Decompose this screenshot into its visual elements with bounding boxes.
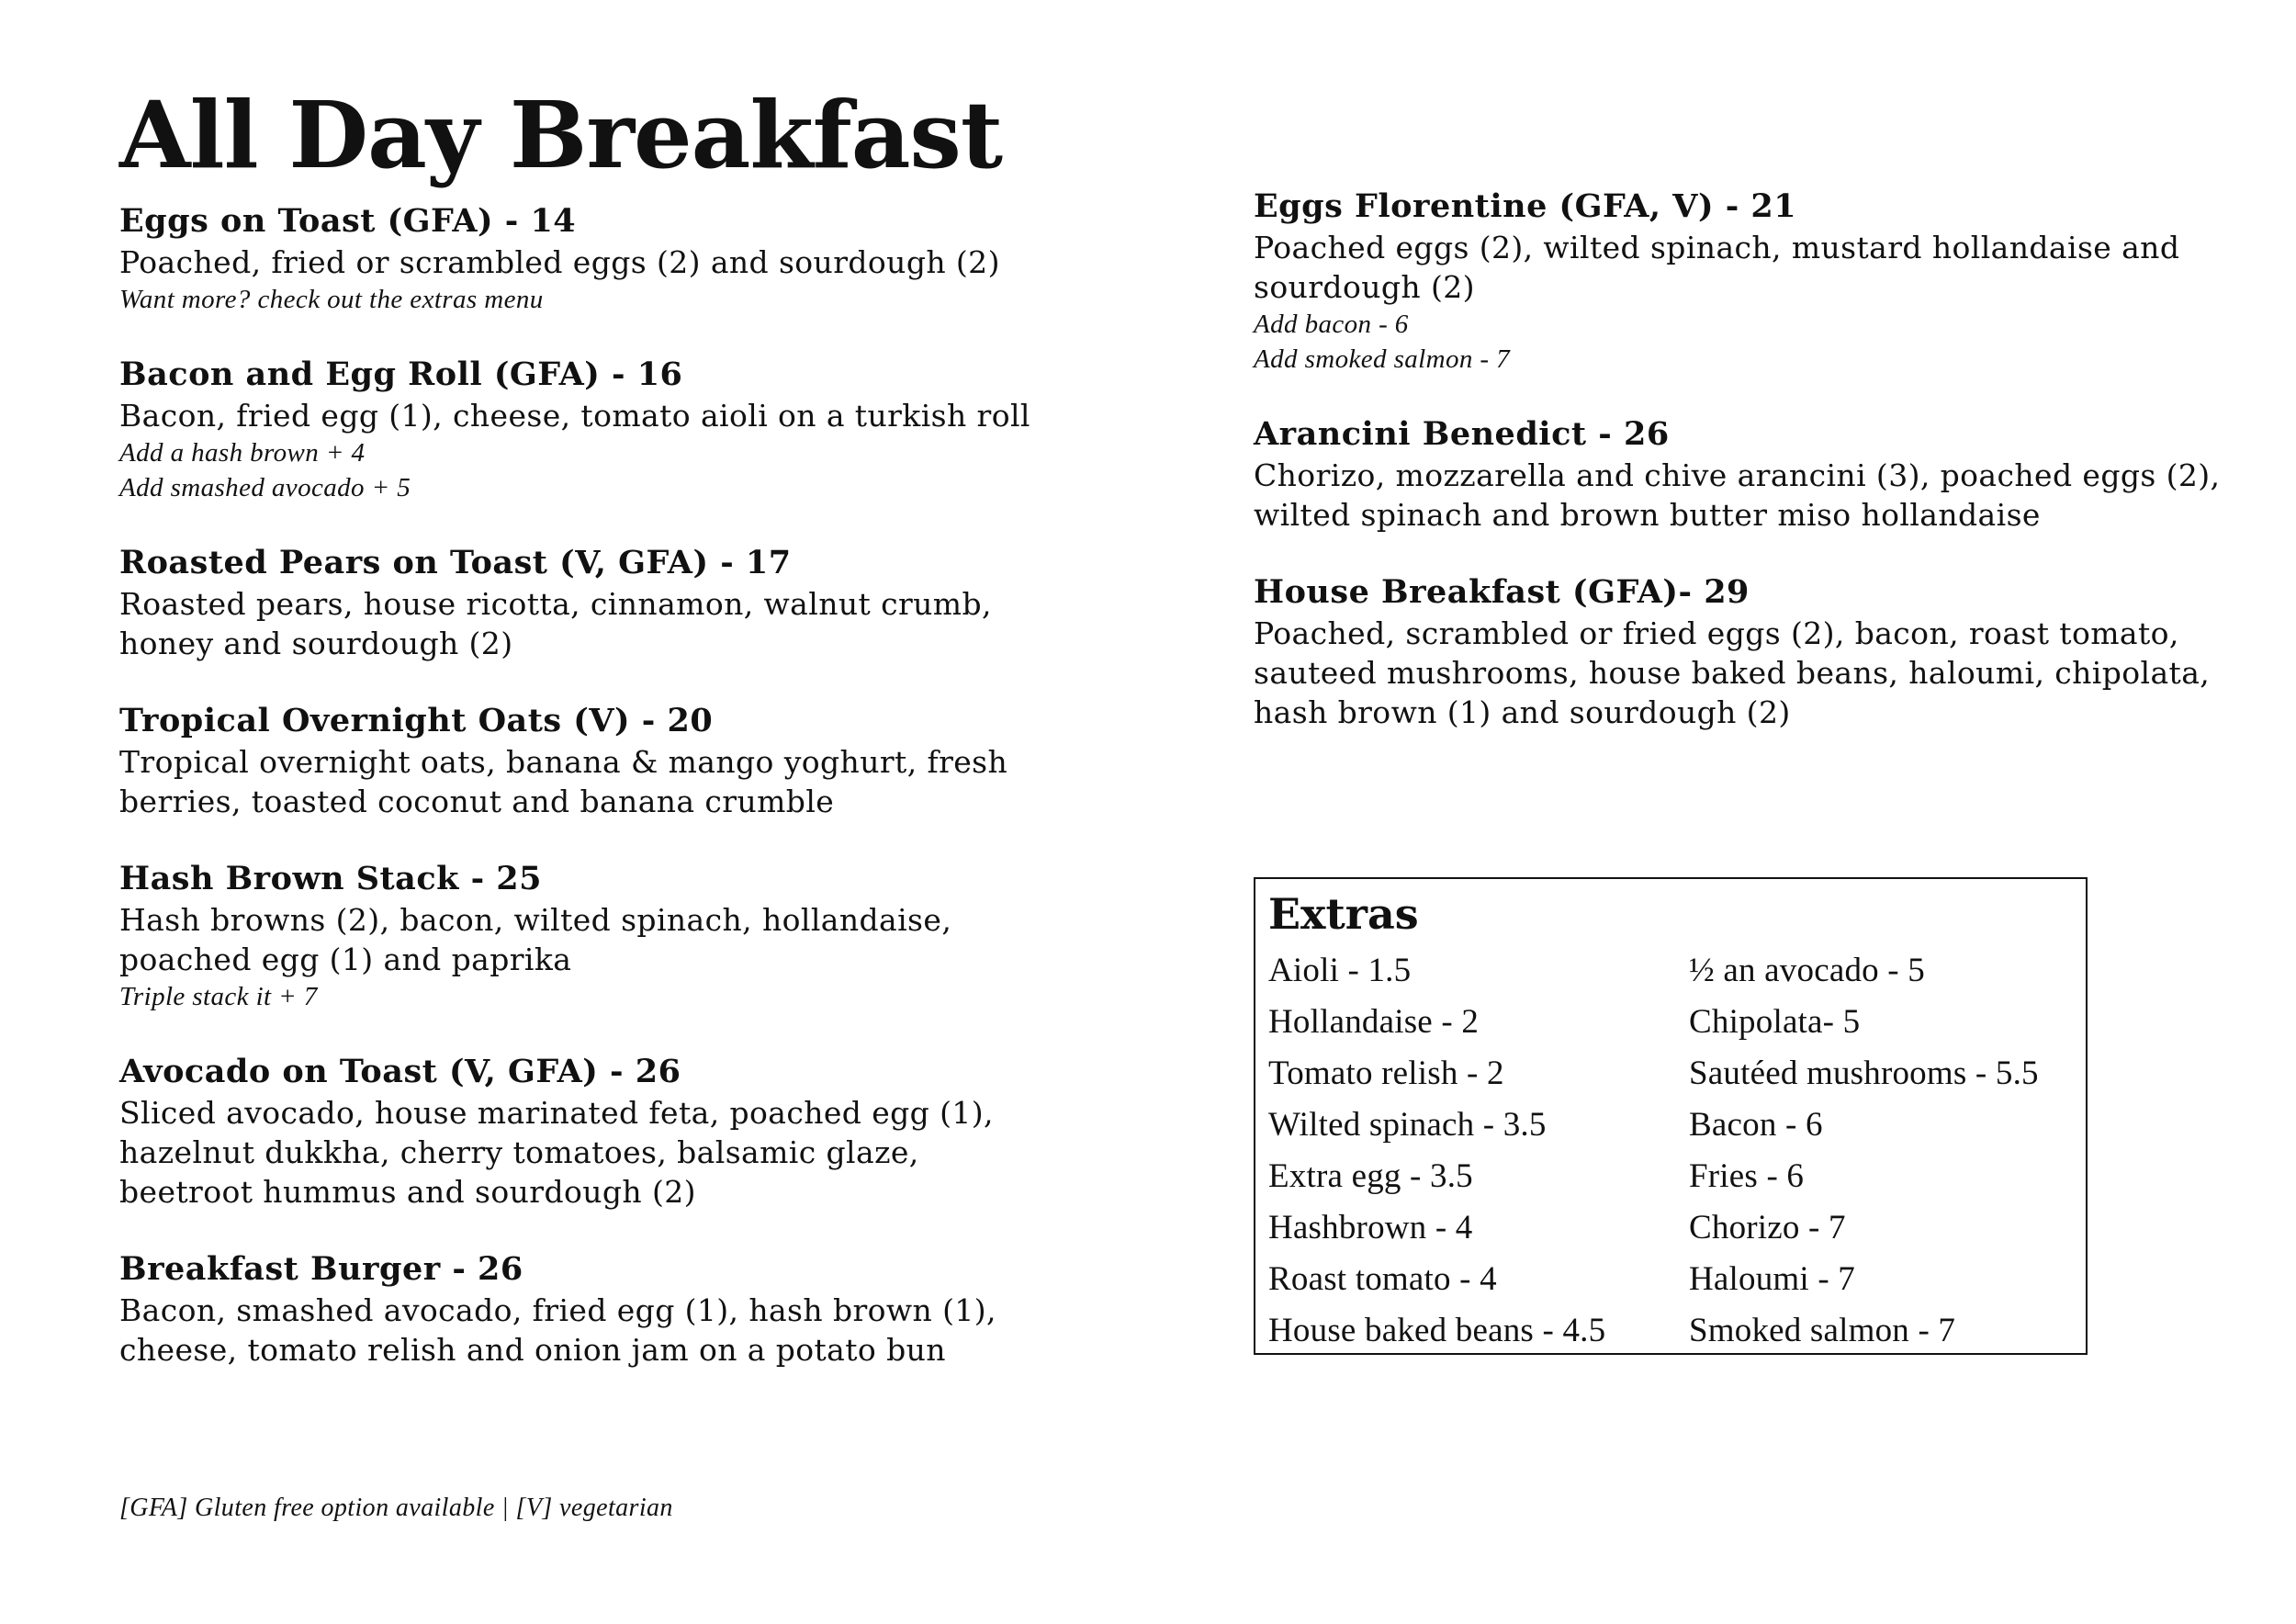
menu-item-title: Breakfast Burger - 26 xyxy=(119,1250,523,1288)
extra-item: Chipolata- 5 xyxy=(1689,1003,1861,1041)
menu-item-title: Avocado on Toast (V, GFA) - 26 xyxy=(119,1053,681,1090)
extra-item: Wilted spinach - 3.5 xyxy=(1268,1106,1547,1144)
extra-item: Aioli - 1.5 xyxy=(1268,952,1412,989)
menu-item-title: Hash Brown Stack - 25 xyxy=(119,860,542,897)
extras-column-right xyxy=(1689,945,2093,1357)
menu-item-description: Roasted pears, house ricotta, cinnamon, walnut crumb, honey and sourdough (2) xyxy=(119,586,992,661)
menu-item-title: Bacon and Egg Roll (GFA) - 16 xyxy=(119,355,683,393)
extra-item: Haloumi - 7 xyxy=(1689,1260,1856,1298)
menu-item-title: House Breakfast (GFA)- 29 xyxy=(1254,573,1750,611)
menu-item xyxy=(119,200,1038,317)
page-title: All Day Breakfast xyxy=(119,81,1003,189)
extra-item: Smoked salmon - 7 xyxy=(1689,1312,1956,1349)
extras-title: Extras xyxy=(1268,889,1419,939)
menu-item xyxy=(1254,571,2227,732)
menu-item-note: Triple stack it + 7 xyxy=(119,982,318,1011)
extra-item: Roast tomato - 4 xyxy=(1268,1260,1497,1298)
extra-item: Hollandaise - 2 xyxy=(1268,1003,1480,1041)
dietary-legend: [GFA] Gluten free option available | [V] vegetarian xyxy=(119,1494,673,1522)
menu-item-note: Want more? check out the extras menu xyxy=(119,285,544,314)
menu-column-left xyxy=(119,200,1038,1406)
menu-item-description: Bacon, fried egg (1), cheese, tomato aioli on a turkish roll xyxy=(119,398,1030,434)
menu-item-description: Bacon, smashed avocado, fried egg (1), hash brown (1), cheese, tomato relish and onion jam on a potato bun xyxy=(119,1292,996,1368)
menu-column-right xyxy=(1254,186,2227,769)
menu-item xyxy=(119,858,1038,1014)
extra-item: House baked beans - 4.5 xyxy=(1268,1312,1606,1349)
extra-item: ½ an avocado - 5 xyxy=(1689,952,1925,989)
menu-item xyxy=(1254,413,2227,535)
menu-item xyxy=(119,1051,1038,1212)
extra-item: Fries - 6 xyxy=(1689,1157,1805,1195)
menu-item-note: Add smoked salmon - 7 xyxy=(1254,344,1511,374)
menu-item-description: Tropical overnight oats, banana & mango yoghurt, fresh berries, toasted coconut and banana crumble xyxy=(119,744,1008,819)
menu-item-description: Poached eggs (2), wilted spinach, mustard hollandaise and sourdough (2) xyxy=(1254,230,2180,305)
menu-item xyxy=(1254,186,2227,377)
extras-box xyxy=(1254,877,2088,1355)
extra-item: Bacon - 6 xyxy=(1689,1106,1823,1144)
extras-column-left xyxy=(1268,945,1689,1357)
menu-item-title: Eggs on Toast (GFA) - 14 xyxy=(119,202,577,240)
extra-item: Chorizo - 7 xyxy=(1689,1209,1846,1246)
extras-grid xyxy=(1268,945,2086,1357)
menu-item-description: Sliced avocado, house marinated feta, poached egg (1), hazelnut dukkha, cherry tomatoes, balsamic glaze, beetroot hummus and sourdough (2) xyxy=(119,1095,994,1210)
extra-item: Extra egg - 3.5 xyxy=(1268,1157,1473,1195)
menu-item-description: Chorizo, mozzarella and chive arancini (3), poached eggs (2), wilted spinach and brown butter miso hollandaise xyxy=(1254,457,2221,533)
extra-item: Hashbrown - 4 xyxy=(1268,1209,1473,1246)
menu-item xyxy=(119,700,1038,821)
menu-item-title: Arancini Benedict - 26 xyxy=(1254,415,1670,453)
menu-item-title: Tropical Overnight Oats (V) - 20 xyxy=(119,702,714,739)
menu-item xyxy=(119,542,1038,663)
menu-item-title: Roasted Pears on Toast (V, GFA) - 17 xyxy=(119,544,792,581)
menu-item-note: Add a hash brown + 4 xyxy=(119,438,366,468)
menu-item-note: Add bacon - 6 xyxy=(1254,310,1409,339)
extra-item: Tomato relish - 2 xyxy=(1268,1054,1504,1092)
menu-item xyxy=(119,1248,1038,1370)
menu-item-description: Poached, fried or scrambled eggs (2) and sourdough (2) xyxy=(119,244,1000,280)
menu-item-description: Poached, scrambled or fried eggs (2), bacon, roast tomato, sauteed mushrooms, house baked beans, haloumi, chipolata, hash brown (1) and sourdough (2) xyxy=(1254,615,2211,730)
menu-item-note: Add smashed avocado + 5 xyxy=(119,473,411,502)
menu-item-description: Hash browns (2), bacon, wilted spinach, hollandaise, poached egg (1) and paprika xyxy=(119,902,952,977)
menu-item xyxy=(119,354,1038,505)
extra-item: Sautéed mushrooms - 5.5 xyxy=(1689,1054,2039,1092)
menu-item-title: Eggs Florentine (GFA, V) - 21 xyxy=(1254,187,1797,225)
